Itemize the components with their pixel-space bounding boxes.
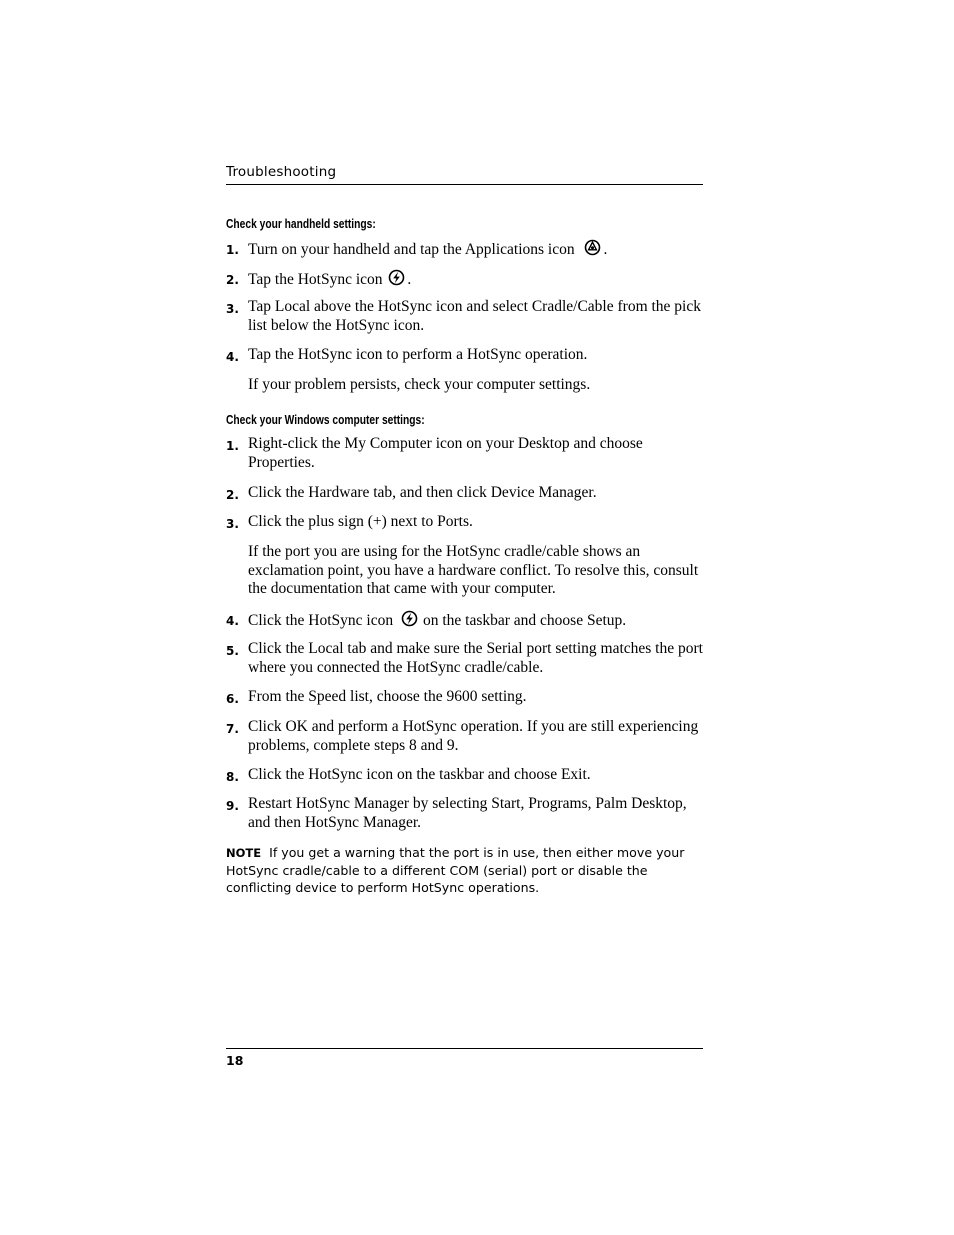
step-number: 1. (226, 439, 239, 453)
note-block (226, 844, 703, 896)
handheld-settings-heading: Check your handheld settings: (226, 217, 376, 231)
step-number: 6. (226, 692, 239, 706)
step-number: 8. (226, 770, 239, 784)
step-number: 3. (226, 517, 239, 531)
step-number: 5. (226, 644, 239, 658)
hotsync-icon (388, 269, 405, 292)
hotsync-icon (401, 610, 418, 633)
step-text: From the Speed list, choose the 9600 setting. (248, 688, 527, 705)
step-text (248, 610, 704, 633)
step-number: 2. (226, 273, 239, 287)
step-text: Click the Hardware tab, and then click Device Manager. (248, 484, 597, 501)
step-text: Click the plus sign (+) next to Ports. (248, 513, 473, 530)
note-label: NOTE (226, 846, 262, 860)
step-text-main: Tap the HotSync icon (248, 271, 383, 288)
step-text: Right-click the My Computer icon on your Desktop and choose Properties. (248, 435, 643, 471)
handheld-followup: If your problem persists, check your computer settings. (248, 376, 591, 393)
step-text-main: Turn on your handheld and tap the Applications icon (248, 241, 575, 258)
step-number: 7. (226, 722, 239, 736)
page-number: 18 (226, 1053, 244, 1068)
step-text: Click OK and perform a HotSync operation. If you are still experiencing problems, complete steps 8 and 9. (248, 718, 699, 754)
step-text-suffix: . (603, 241, 608, 258)
step-number: 4. (226, 350, 239, 364)
step-text: Tap the HotSync icon to perform a HotSync operation. (248, 346, 588, 363)
windows-step-3-note: If the port you are using for the HotSync cradle/cable shows an exclamation point, you have a hardware conflict. To resolve this, consult the documentation that came with your computer. (248, 543, 699, 598)
footer-rule (226, 1048, 703, 1049)
step-text (248, 269, 704, 292)
applications-icon (584, 239, 601, 262)
step-text: Click the Local tab and make sure the Serial port setting matches the port where you connected the HotSync cradle/cable. (248, 640, 703, 676)
step-number: 3. (226, 302, 239, 316)
header-rule (226, 184, 703, 185)
step-text (248, 239, 704, 262)
step-text-suffix: . (407, 271, 412, 288)
running-header: Troubleshooting (226, 164, 337, 180)
step-text: Tap Local above the HotSync icon and select Cradle/Cable from the pick list below the HotSync icon. (248, 298, 701, 334)
step-number: 9. (226, 799, 239, 813)
step-number: 2. (226, 488, 239, 502)
step-text: Click the HotSync icon on the taskbar and choose Exit. (248, 766, 591, 783)
step-number: 1. (226, 243, 239, 257)
step-text: Restart HotSync Manager by selecting Start, Programs, Palm Desktop, and then HotSync Manager. (248, 795, 687, 831)
step-number: 4. (226, 614, 239, 628)
step-text-suffix: on the taskbar and choose Setup. (422, 612, 627, 629)
windows-settings-heading: Check your Windows computer settings: (226, 413, 425, 427)
step-text-main: Click the HotSync icon (248, 612, 394, 629)
note-text: If you get a warning that the port is in use, then either move your HotSync cradle/cable to a different COM (serial) port or disable the conflicting device to perform HotSync operations. (226, 845, 685, 895)
